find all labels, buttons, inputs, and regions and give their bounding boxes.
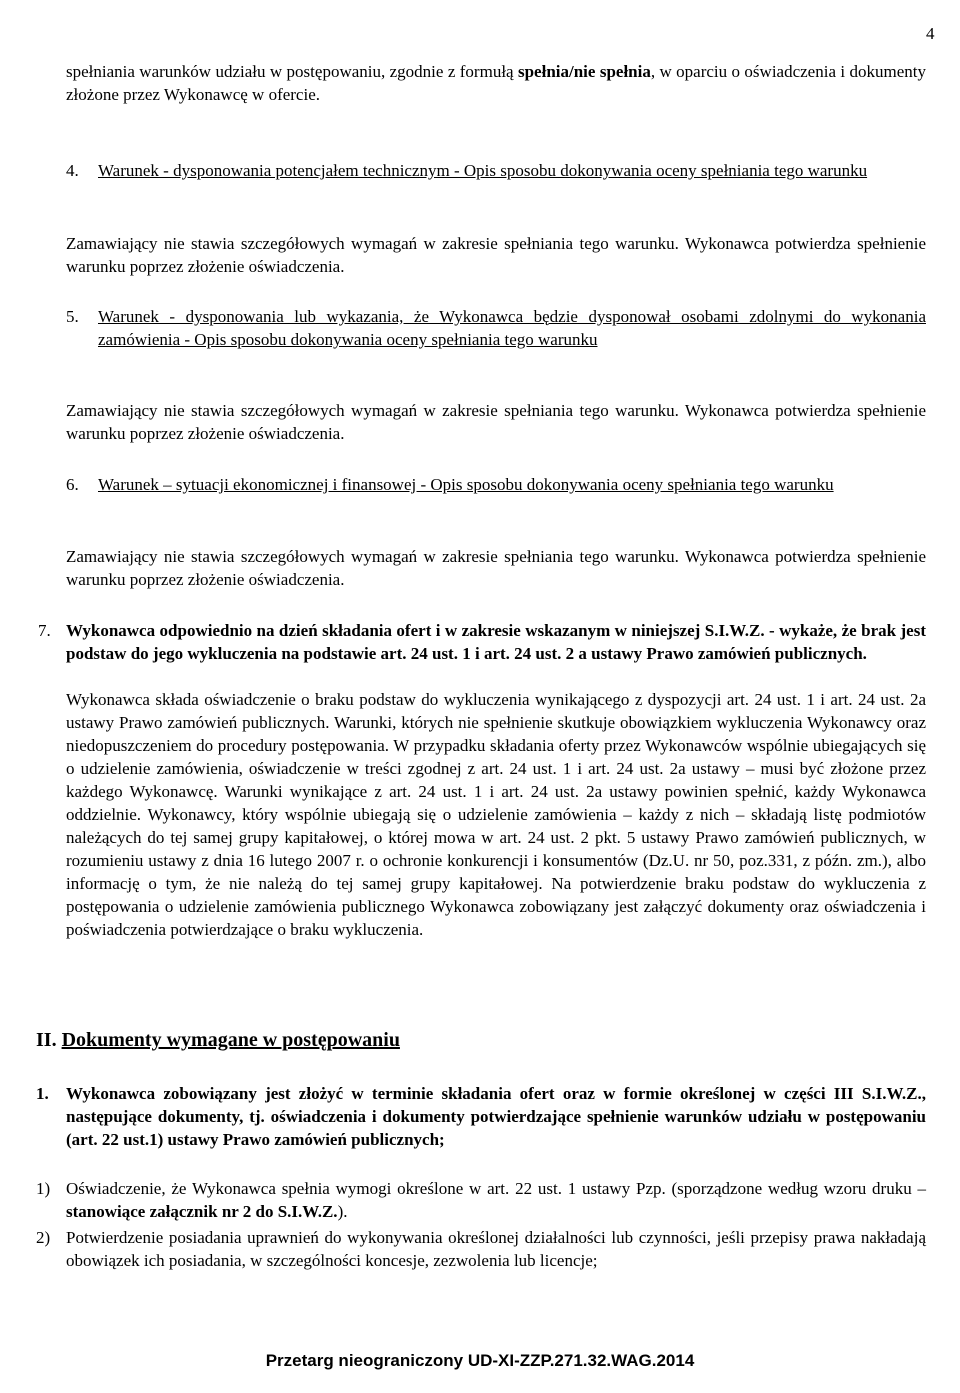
section-number: 5. — [66, 307, 79, 326]
part-number: II. — [36, 1029, 57, 1051]
section-number: 6. — [66, 475, 79, 494]
list-item-bold: stanowiące załącznik nr 2 do S.I.W.Z. — [66, 1202, 338, 1221]
list-item-number: 2) — [36, 1228, 51, 1247]
list-item-text: Potwierdzenie posiadania uprawnień do wykonywania określonej działalności lub czynności, jeśli przepisy prawa nakładają obowiązek ich posiadania, w szczególności koncesje, zezwolenia lub licencje; — [66, 1228, 926, 1270]
section-4-heading — [66, 159, 926, 182]
section-body-text: Zamawiający nie stawia szczegółowych wymagań w zakresie spełniania tego warunku. Wykonawca potwierdza spełnienie warunku poprzez złożenie oświadczenia. — [66, 401, 926, 443]
section-6-body — [66, 545, 926, 591]
page-footer: Przetarg nieograniczony UD-XI-ZZP.271.32.WAG.2014 — [265, 1351, 695, 1370]
list-item-text-end: ). — [337, 1202, 348, 1221]
list-item-number: 1) — [36, 1179, 51, 1198]
intro-text-end: , w oparciu o oświadczenia i dokumenty złożone przez Wykonawcę w ofercie. — [66, 62, 926, 104]
section-7-heading — [38, 619, 926, 665]
section-body-text: Zamawiający nie stawia szczegółowych wymagań w zakresie spełniania tego warunku. Wykonawca potwierdza spełnienie warunku poprzez złożenie oświadczenia. — [66, 234, 926, 276]
section-body-text: Zamawiający nie stawia szczegółowych wymagań w zakresie spełniania tego warunku. Wykonawca potwierdza spełnienie warunku poprzez złożenie oświadczenia. — [66, 547, 926, 589]
part-title: Dokumenty wymagane w postępowaniu — [61, 1029, 400, 1051]
section-heading-text: Warunek - dysponowania lub wykazania, że Wykonawca będzie dysponował osobami zdolnymi do wykonania zamówienia - Opis sposobu dokonywania oceny spełniania tego warunku — [98, 307, 926, 349]
section-4-body — [66, 232, 926, 278]
section-6-heading — [66, 473, 926, 496]
item-text: Wykonawca zobowiązany jest złożyć w terminie składania ofert oraz w formie określonej w części III S.I.W.Z., następujące dokumenty, tj. oświadczenia i dokumenty potwierdzające spełnienie warunków udziału w postępowaniu (art. 22 ust.1) ustawy Prawo zamówień publicznych; — [66, 1084, 926, 1149]
part-2-heading — [36, 1029, 916, 1052]
section-heading-text: Warunek - dysponowania potencjałem technicznym - Opis sposobu dokonywania oceny spełniania tego warunku — [98, 161, 868, 180]
list-item-text: Oświadczenie, że Wykonawca spełnia wymogi określone w art. 22 ust. 1 ustawy Pzp. (sporządzone według wzoru druku – — [66, 1179, 926, 1198]
item-number: 1. — [36, 1084, 49, 1103]
intro-bold: spełnia/nie spełnia — [517, 62, 651, 81]
section-number: 4. — [66, 161, 79, 180]
section-number: 7. — [38, 621, 51, 640]
section-5-heading — [66, 305, 926, 351]
section-5-body — [66, 399, 926, 445]
page-number: 4 — [926, 24, 935, 43]
list-item-2 — [36, 1226, 926, 1272]
part-2-item-1 — [36, 1082, 926, 1151]
list-item-1 — [36, 1177, 926, 1223]
section-body-text: Wykonawca składa oświadczenie o braku podstaw do wykluczenia wynikającego z dyspozycji art. 24 ust. 1 i art. 24 ust. 2a ustawy Prawo zamówień publicznych. Warunki, których nie spełnienie skutkuje obowiązkiem wykluczenia Wykonawcy oraz niedopuszczeniem do procedury postępowania. W przypadku składania oferty przez Wykonawców wspólnie ubiegających się o udzielenie zamówienia, oświadczenie w treści zgodnej z art. 24 ust. 1 i art. 24 ust. 2a ustawy – musi być złożone przez każdego Wykonawcę. Warunki wynikające z art. 24 ust. 1 i art. 24 ust. 2a ustawy powinien spełnić, każdy Wykonawca oddzielnie. Wykonawcy, który wspólnie ubiegają się o udzielenie zamówienia – każdy z nich – składają listę podmiotów należących do tej samej grupy kapitałowej, o której mowa w art. 24 ust. 2 pkt. 5 ustawy Prawo zamówień publicznych, w rozumieniu ustawy z dnia 16 lutego 2007 r. o ochronie konkurencji i konsumentów (Dz.U. nr 50, poz.331, z późn. zm.), albo informację o tym, że nie należą do tej samej grupy kapitałowej. Na potwierdzenie braku podstaw do wykluczenia z postępowania o udzielenie zamówienia publicznego Wykonawca zobowiązany jest załączyć dokumenty oraz oświadczenia i poświadczenia potwierdzające o braku wykluczenia. — [66, 690, 926, 939]
section-heading-text: Wykonawca odpowiednio na dzień składania ofert i w zakresie wskazanym w niniejszej S.I.W.Z. - wykaże, że brak jest podstaw do jego wykluczenia na podstawie art. 24 ust. 1 i art. 24 ust. 2 a ustawy Prawo zamówień publicznych. — [66, 621, 926, 663]
section-7-body — [66, 688, 926, 941]
intro-paragraph — [66, 60, 926, 106]
section-heading-text: Warunek – sytuacji ekonomicznej i finansowej - Opis sposobu dokonywania oceny spełniania tego warunku — [98, 475, 834, 494]
intro-text: spełniania warunków udziału w postępowaniu, zgodnie z formułą — [66, 62, 518, 81]
